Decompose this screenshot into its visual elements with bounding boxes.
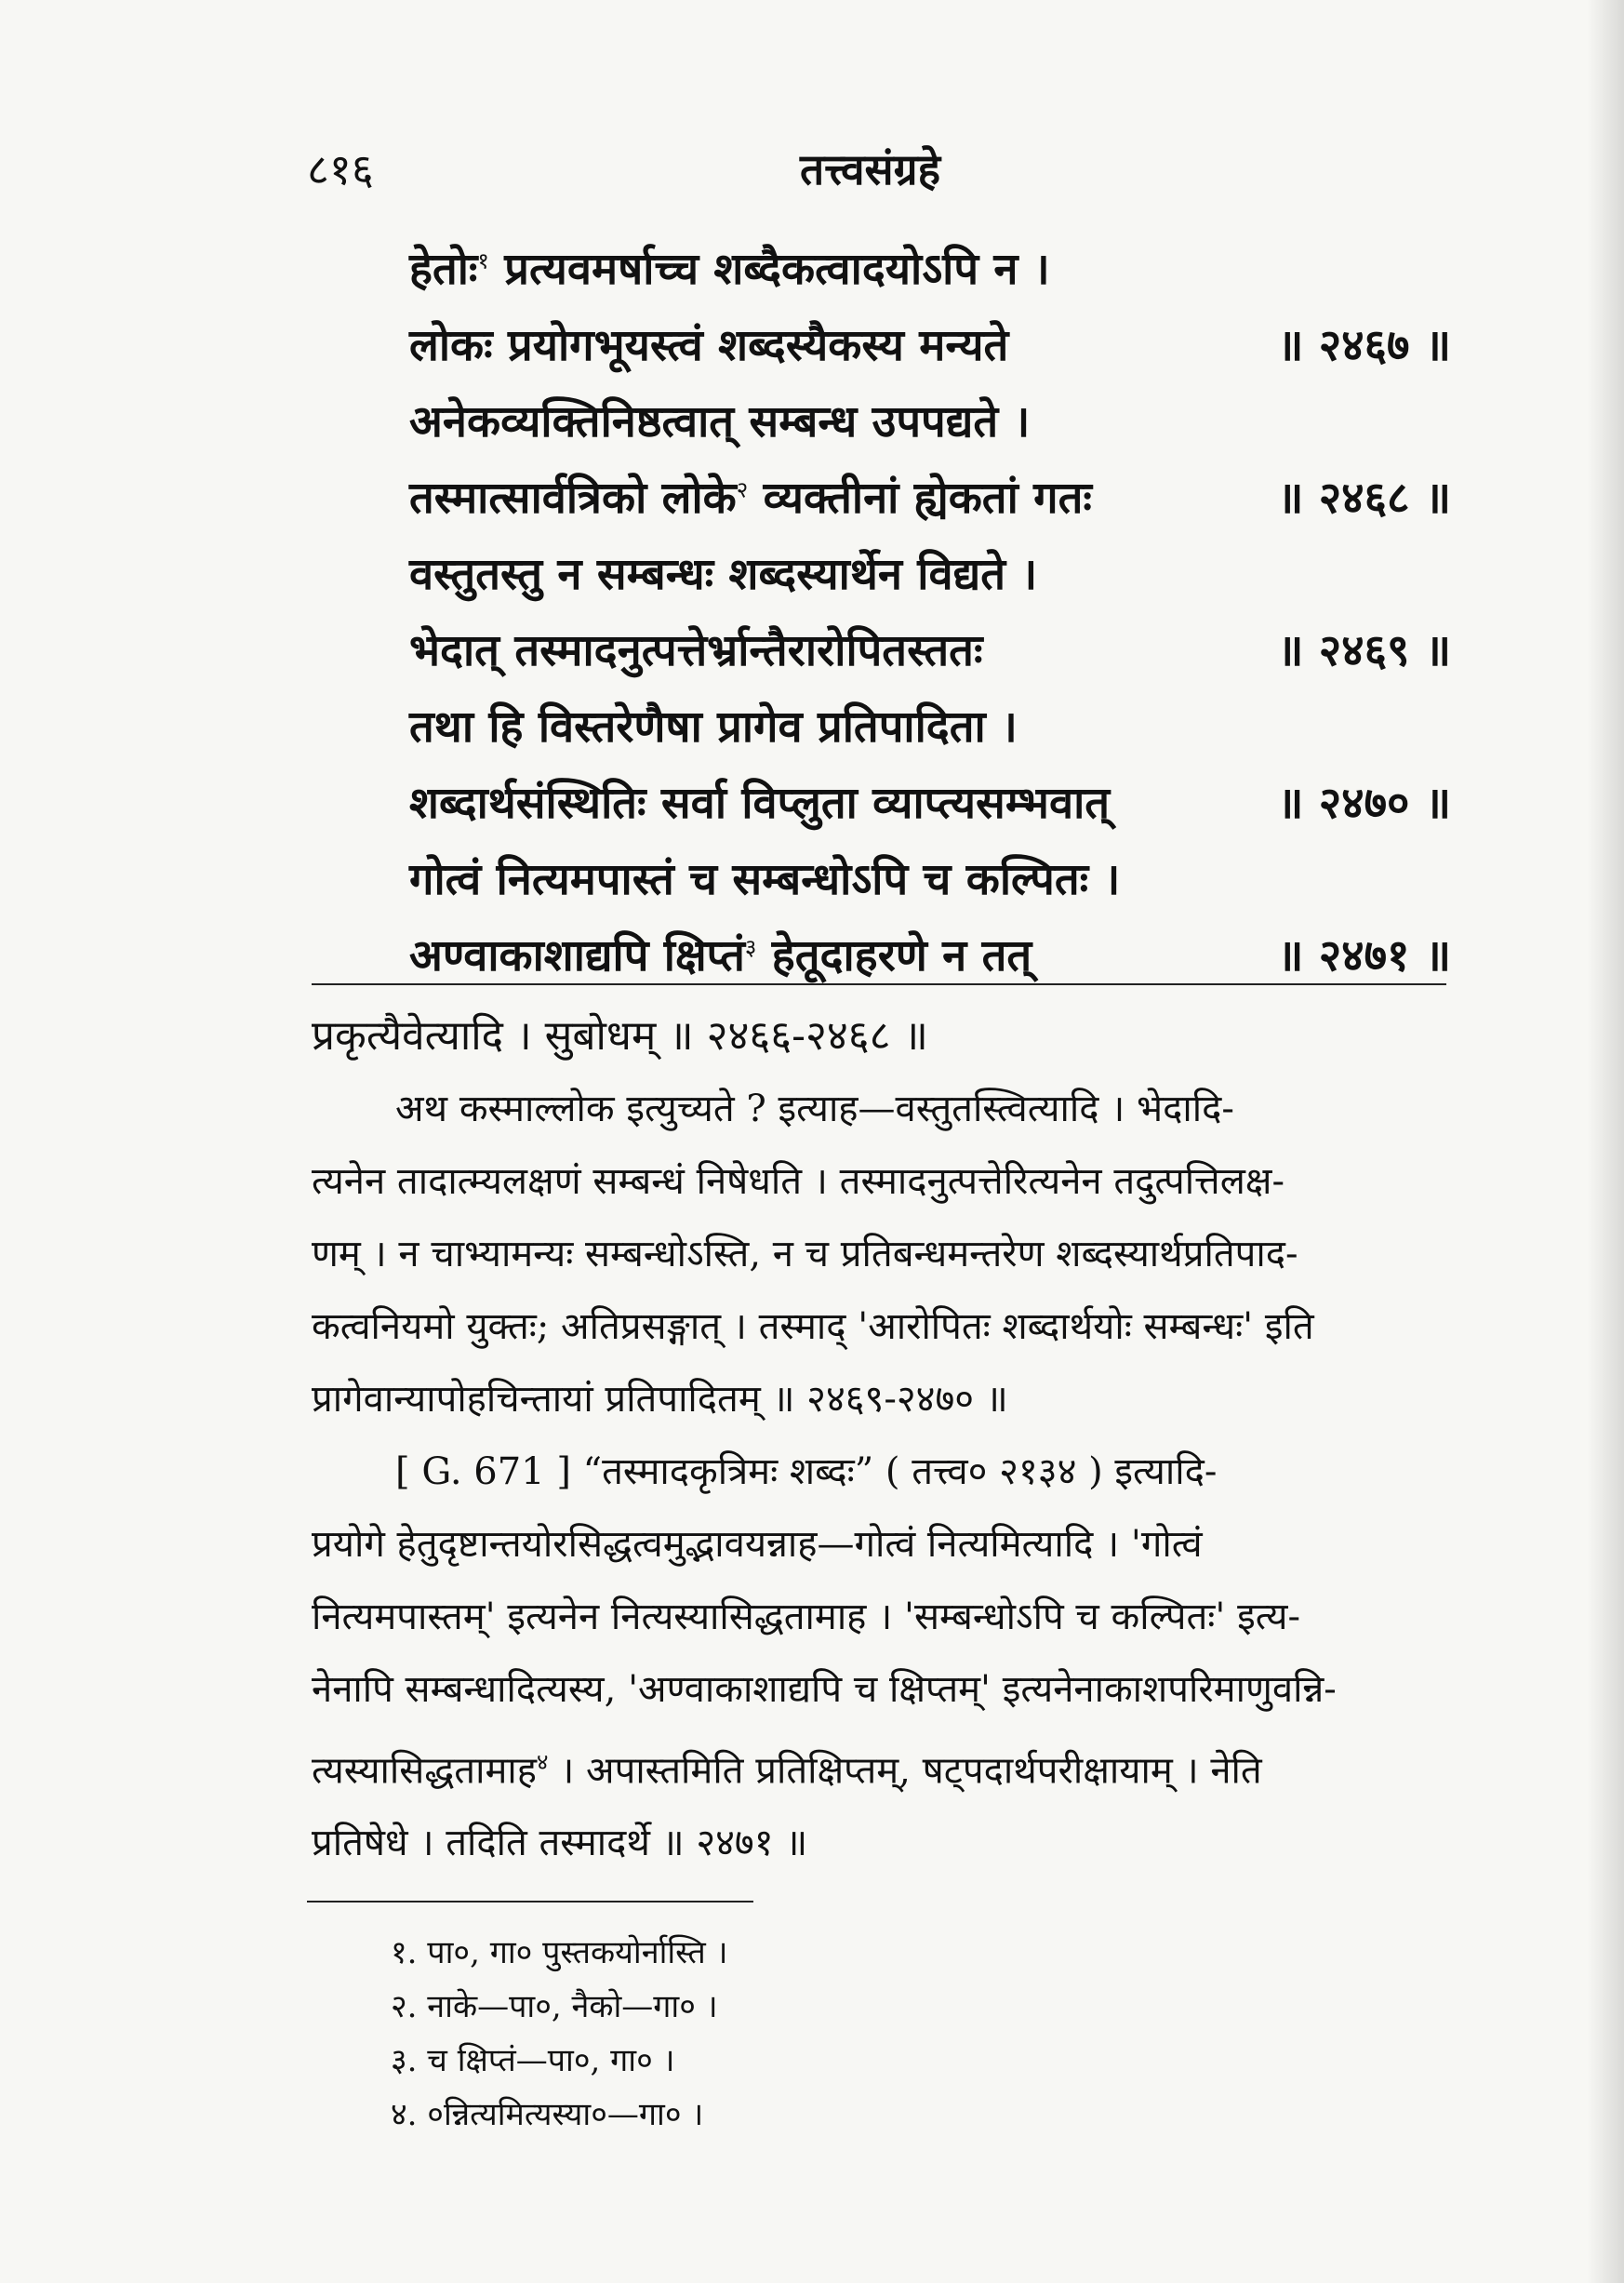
verse-line — [409, 390, 1451, 466]
commentary-text-cont: । अपास्तमिति प्रतिक्षिप्तम्, षट्पदार्थपरीक्षायाम् । नेति — [548, 1749, 1262, 1793]
verse-text-cont: व्यक्तीनां ह्येकतां गतः — [748, 473, 1092, 524]
footnote: ३. च क्षिप्तं—पा०, गा० । — [391, 2042, 675, 2079]
verse-line — [409, 924, 1451, 1000]
commentary-line: नेनापि सम्बन्धादित्यस्य, 'अण्वाकाशाद्यपि च क्षिप्तम्' इत्यनेनाकाशपरिमाणुवन्नि- — [312, 1668, 1337, 1711]
footnote-marker: २ — [736, 476, 749, 503]
verse-line — [409, 542, 1451, 619]
verse-number: ॥ २४७० ॥ — [1277, 778, 1451, 829]
running-title: तत्त्वसंग्रहे — [800, 144, 941, 194]
verse-line — [409, 848, 1451, 924]
commentary-line: प्रकृत्यैवेत्यादि । सुबोधम् ॥ २४६६-२४६८ ॥ — [312, 1012, 928, 1060]
footnote: २. नाके—पा०, नैको—गा० । — [391, 1988, 718, 2025]
commentary-text: त्यस्यासिद्धतामाह — [312, 1749, 537, 1793]
footnote-marker: ४ — [536, 1749, 549, 1775]
verse-number: ॥ २४६८ ॥ — [1277, 473, 1451, 524]
verse-text: शब्दार्थसंस्थितिः सर्वा विप्लुता व्याप्त्यसम्भवात् — [409, 778, 1111, 829]
verse-text: तस्मात्सार्वत्रिको लोके — [409, 473, 737, 524]
verse-text: भेदात् तस्मादनुत्पत्तेर्भ्रान्तैरारोपितस्ततः — [409, 625, 983, 676]
commentary-line: नित्यमपास्तम्' इत्यनेन नित्यस्यासिद्धतामाह । 'सम्बन्धोऽपि च कल्पितः' इत्य- — [312, 1595, 1301, 1638]
verse-number: ॥ २४६७ ॥ — [1277, 320, 1451, 371]
verse-line — [409, 695, 1451, 771]
footnotes — [391, 1926, 727, 2142]
commentary-line: त्यनेन तादात्म्यलक्षणं सम्बन्धं निषेधति । तस्मादनुत्पत्तेरित्यनेन तदुत्पत्तिलक्ष- — [312, 1160, 1285, 1203]
page-edge-shadow — [1587, 0, 1624, 2283]
verse-text: अनेकव्यक्तिनिष्ठत्वात् सम्बन्ध उपपद्यते । — [409, 396, 1031, 447]
commentary-line: [ G. 671 ] “तस्मादकृत्रिमः शब्दः” ( तत्त्व० २१३४ ) इत्यादि- — [395, 1450, 1218, 1493]
footnote-marker: १ — [477, 247, 489, 274]
verse-line — [409, 771, 1451, 848]
verse-text: हेतोः — [409, 244, 478, 295]
verse-line — [409, 466, 1451, 542]
verse-text-cont: प्रत्यवमर्षाच्च शब्दैकत्वादयोऽपि न । — [488, 244, 1050, 295]
section-divider — [312, 983, 1446, 985]
verse-text: अण्वाकाशाद्यपि क्षिप्तं — [409, 930, 745, 981]
footnote: १. पा०, गा० पुस्तकयोर्नास्ति । — [391, 1934, 728, 1971]
verse-block — [409, 237, 1451, 1000]
verse-number: ॥ २४७१ ॥ — [1277, 930, 1451, 981]
footnote: ४. ०न्नित्यमित्यस्या०—गा० । — [391, 2096, 704, 2133]
footnote-divider — [307, 1901, 753, 1902]
verse-line — [409, 237, 1451, 314]
verse-text: गोत्वं नित्यमपास्तं च सम्बन्धोऽपि च कल्पितः । — [409, 854, 1121, 905]
verse-text-cont: हेतूदाहरणे न तत् — [756, 930, 1032, 981]
commentary-line: प्रयोगे हेतुदृष्टान्तयोरसिद्धत्वमुद्भावयन्नाह—गोत्वं नित्यमित्यादि । 'गोत्वं — [312, 1523, 1203, 1566]
commentary-line: कत्वनियमो युक्तः; अतिप्रसङ्गात् । तस्माद् 'आरोपितः शब्दार्थयोः सम्बन्धः' इति — [312, 1305, 1314, 1348]
page-number: ८१६ — [307, 144, 374, 194]
verse-line — [409, 619, 1451, 695]
verse-text: वस्तुतस्तु न सम्बन्धः शब्दस्यार्थेन विद्यते । — [409, 549, 1038, 600]
verse-text: लोकः प्रयोगभूयस्त्वं शब्दस्यैकस्य मन्यते — [409, 320, 1009, 371]
commentary-line: प्रागेवान्यापोहचिन्तायां प्रतिपादितम् ॥ २४६९-२४७० ॥ — [312, 1378, 1008, 1421]
commentary-line: अथ कस्माल्लोक इत्युच्यते ? इत्याह—वस्तुतस्त्वित्यादि । भेदादि- — [395, 1088, 1234, 1130]
commentary-line — [312, 1726, 1465, 1807]
commentary-line: प्रतिषेधे । तदिति तस्मादर्थे ॥ २४७१ ॥ — [312, 1822, 808, 1865]
commentary-block — [312, 1000, 1465, 1879]
verse-number: ॥ २४६९ ॥ — [1277, 625, 1451, 676]
commentary-line: णम् । न चाभ्यामन्यः सम्बन्धोऽस्ति, न च प्रतिबन्धमन्तरेण शब्दस्यार्थप्रतिपाद- — [312, 1233, 1298, 1275]
footnote-marker: ३ — [744, 934, 757, 961]
verse-text: तथा हि विस्तरेणैषा प्रागेव प्रतिपादिता । — [409, 701, 1018, 753]
verse-line — [409, 314, 1451, 390]
